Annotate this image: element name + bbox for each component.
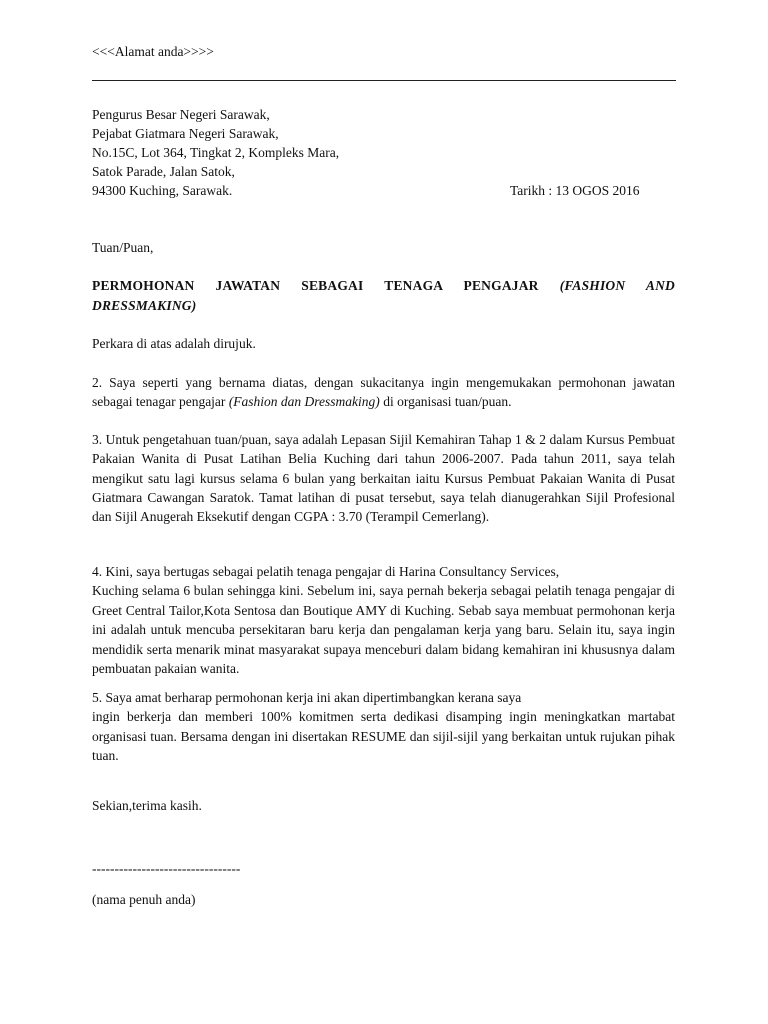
paragraph-5-first-line: 5. Saya amat berharap permohonan kerja ini akan dipertimbangkan kerana saya (92, 690, 522, 705)
recipient-line: 94300 Kuching, Sarawak. (92, 183, 233, 198)
recipient-line: Pengurus Besar Negeri Sarawak, (92, 107, 270, 122)
reference-line: Perkara di atas adalah dirujuk. (92, 336, 256, 351)
paragraph-5 (92, 688, 675, 766)
closing: Sekian,terima kasih. (92, 798, 202, 813)
recipient-line: Pejabat Giatmara Negeri Sarawak, (92, 126, 279, 141)
paragraph-3: 3. Untuk pengetahuan tuan/puan, saya adalah Lepasan Sijil Kemahiran Tahap 1 & 2 dalam Kursus Pembuat Pakaian Wanita di Pusat Latihan Belia Kuching dari tahun 2006-2007. Pada tahun 2011, saya telah mengikut satu lagi kursus selama 6 bulan yang berkaitan iaitu Kursus Pembuat Pakaian Wanita di Pusat Giatmara Cawangan Saratok. Tamat latihan di pusat tersebut, saya telah dianugerahkan Sijil Profesional dan Sijil Anugerah Eksekutif dengan CGPA : 3.70 (Terampil Cemerlang). (92, 432, 675, 525)
signatory-name: (nama penuh anda) (92, 892, 196, 907)
subject-heading (92, 276, 675, 316)
recipient-line: No.15C, Lot 364, Tingkat 2, Kompleks Mara, (92, 145, 340, 160)
subject-main: PERMOHONAN JAWATAN SEBAGAI TENAGA PENGAJAR (92, 278, 560, 293)
header-divider (92, 80, 676, 81)
paragraph-4-first-line: 4. Kini, saya bertugas sebagai pelatih tenaga pengajar di Harina Consultancy Services, (92, 564, 560, 579)
paragraph-4 (92, 562, 675, 679)
recipient-line: Satok Parade, Jalan Satok, (92, 164, 235, 179)
paragraph-4-body: Kuching selama 6 bulan sehingga kini. Sebelum ini, saya pernah bekerja sebagai pelatih tenaga pengajar di Greet Central Tailor,Kota Sentosa dan Boutique AMY di Kuching. Sebab saya membuat permohonan kerja ini adalah untuk mencuba persekitaran baru kerja dan pengalaman kerja yang baru. Selain itu, saya ingin mendidik serta menarik minat masyarakat supaya menceburi dalam bidang kemahiran ini khususnya dalam pembuatan pakaian wanita. (92, 583, 675, 676)
sender-address: <<<Alamat anda>>>> (92, 44, 214, 59)
letter-date: Tarikh : 13 OGOS 2016 (510, 183, 640, 198)
paragraph-2-italic: (Fashion dan Dressmaking) (228, 394, 380, 409)
signature-line: --------------------------------- (92, 861, 241, 876)
paragraph-5-body: ingin berkerja dan memberi 100% komitmen serta dedikasi disamping ingin meningkatkan martabat organisasi tuan. Bersama dengan ini disertakan RESUME dan sijil-sijil yang berkaitan untuk rujukan pihak tuan. (92, 709, 675, 763)
salutation: Tuan/Puan, (92, 240, 154, 255)
subject-italic: (FASHION AND DRESSMAKING) (92, 278, 675, 313)
paragraph-2 (92, 373, 675, 411)
letter-page (92, 0, 676, 1024)
paragraph-2-text: 2. Saya seperti yang bernama diatas, dengan sukacitanya ingin mengemukakan permohonan jawatan sebagai tenagar pengajar (92, 375, 675, 409)
paragraph-2-tail: di organisasi tuan/puan. (379, 394, 512, 409)
